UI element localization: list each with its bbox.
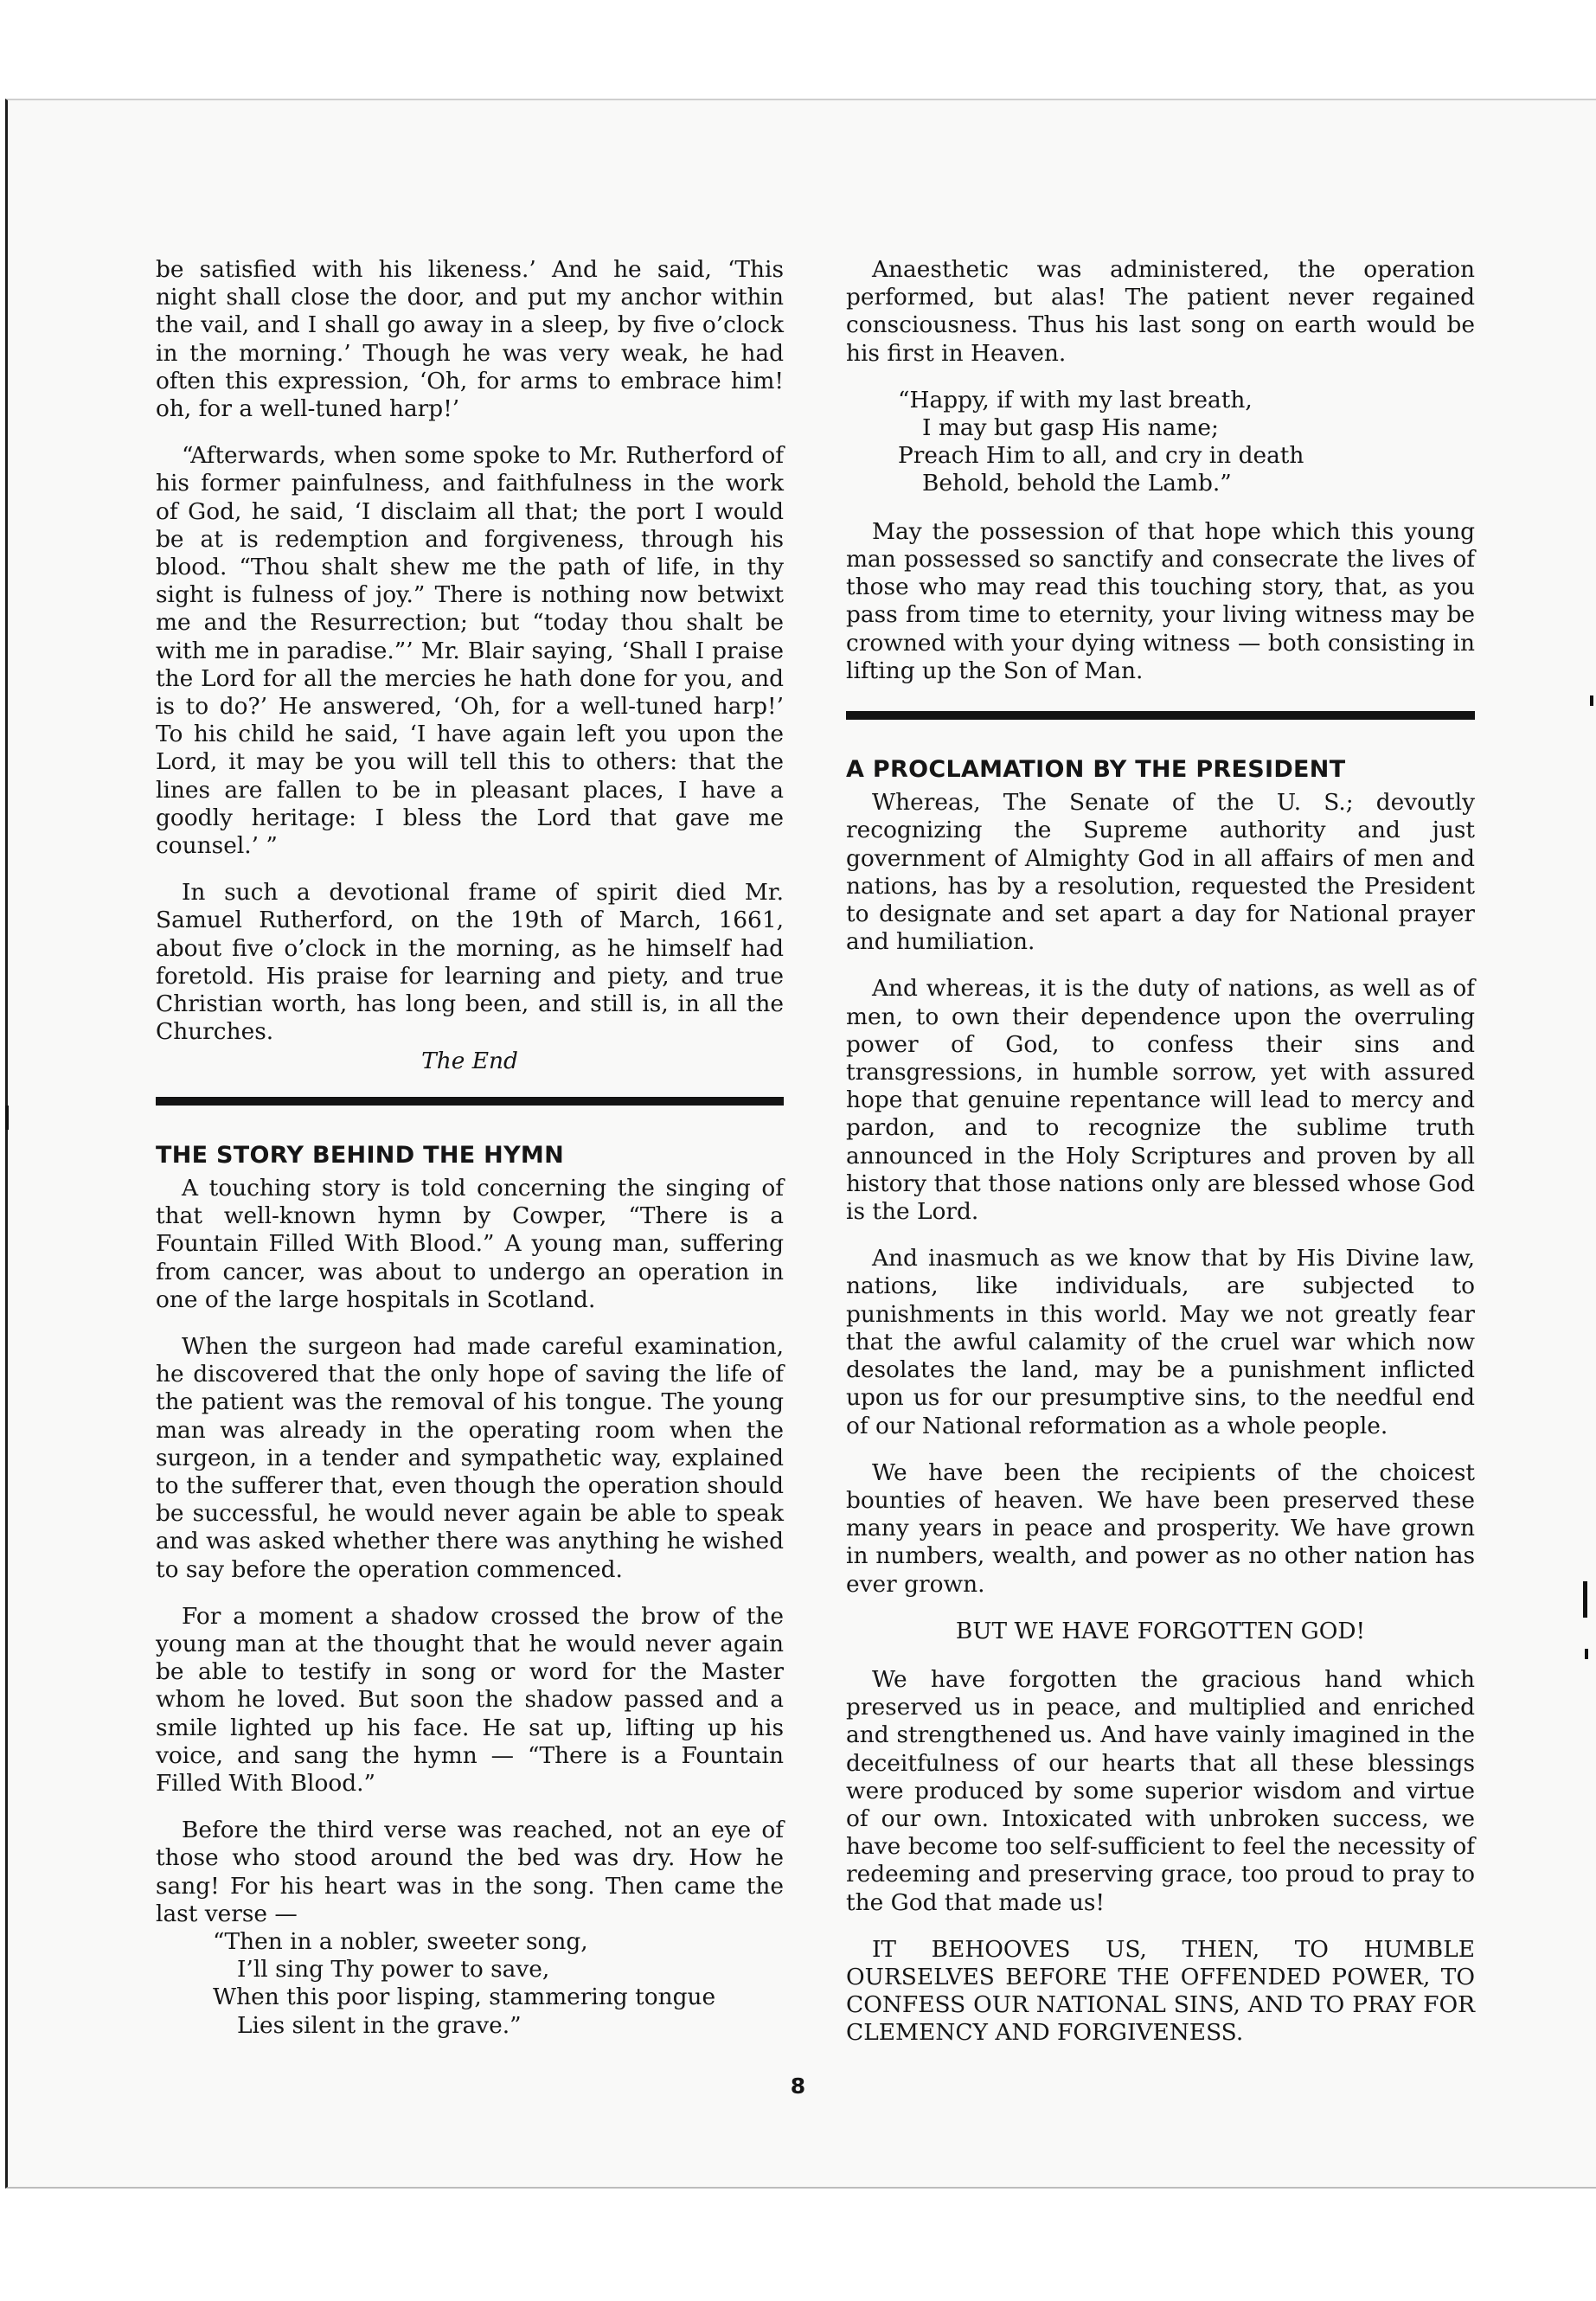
- proclamation-paragraph-1: Whereas, The Senate of the U. S.; devoutly recognizing the Supreme authority and just government of Almighty God in all affairs of men and nations, has by a resolution, requested the President to designate and set apart a day for National prayer and humiliation.: [846, 789, 1475, 956]
- verse-line: I may but gasp His name;: [922, 413, 1219, 441]
- binding-mark: [1585, 1649, 1588, 1659]
- binding-mark: [1583, 1581, 1587, 1618]
- page-number: 8: [790, 2073, 806, 2099]
- section-divider: [156, 1097, 784, 1106]
- right-column: [846, 256, 1475, 2067]
- binding-mark: [1590, 695, 1593, 706]
- verse-line: Lies silent in the grave.”: [237, 2011, 522, 2039]
- verse-line: Behold, behold the Lamb.”: [922, 469, 1232, 497]
- hymn-paragraph-2: When the surgeon had made careful examination, he discovered that the only hope of saving the life of the patient was the removal of his tongue. The young man was already in the operating room when the surgeon, in a tender and sympathetic way, explained to the sufferer that, even though the operation should be successful, he would never again be able to speak and was asked whether there was anything he wished to say before the operation commenced.: [156, 1332, 784, 1583]
- left-column: [156, 256, 784, 2040]
- rutherford-paragraph-2: “Afterwards, when some spoke to Mr. Rutherford of his former painfulness, and faithfulness in the work of God, he said, ‘I disclaim all that; the port I would be at is redemption and forgiveness, through his blood. “Thou shalt shew me the path of life, in thy sight is fulness of joy.” There is nothing now betwixt me and the Resurrection; but “today thou shalt be with me in paradise.”’ Mr. Blair saying, ‘Shall I praise the Lord for all the mercies he hath done for you, and is to do?’ He answered, ‘Oh, for a well-tuned harp!’ To his child he said, ‘I have again left you upon the Lord, it may be you will tell this to others: that the lines are fallen to be in pleasant places, I have a goodly heritage: I bless the Lord that gave me counsel.’ ”: [156, 442, 784, 860]
- verse-line: “Happy, if with my last breath,: [898, 386, 1253, 413]
- rutherford-paragraph-3: In such a devotional frame of spirit died Mr. Samuel Rutherford, on the 19th of March, 1661, about five o’clock in the morning, as he himself had foretold. His praise for learning and piety, and true Christian worth, has long been, and still is, in all the Churches.: [156, 879, 784, 1046]
- verse-line: I’ll sing Thy power to save,: [237, 1956, 550, 1984]
- proclamation-paragraph-2: And whereas, it is the duty of nations, as well as of men, to own their dependence upon the overruling power of God, to confess their sins and transgressions, in humble sorrow, yet with assured hope that genuine repentance will lead to mercy and pardon, and to recognize the sublime truth announced in the Holy Scriptures and proven by all history that those nations only are blessed whose God is the Lord.: [846, 975, 1475, 1226]
- hymn-verse: [213, 1928, 784, 2040]
- rutherford-paragraph-1: be satisfied with his likeness.’ And he said, ‘This night shall close the door, and put my anchor within the vail, and I shall go away in a sleep, by five o’clock in the morning.’ Though he was very weak, he had often this expression, ‘Oh, for arms to embrace him! oh, for a well-tuned harp!’: [156, 256, 784, 423]
- proclamation-paragraph-5: We have forgotten the gracious hand which preserved us in peace, and multiplied and enriched and strengthened us. And have vainly imagined in the deceitfulness of our hearts that all these blessings were produced by some superior wisdom and virtue of our own. Intoxicated with unbroken success, we have become too self-sufficient to feel the necessity of redeeming and preserving grace, too proud to pray to the God that made us!: [846, 1665, 1475, 1916]
- binding-mark: [5, 1106, 9, 1130]
- verse-line: When this poor lisping, stammering tongue: [213, 1984, 716, 2011]
- forgotten-god-line: BUT WE HAVE FORGOTTEN GOD!: [955, 1617, 1366, 1644]
- verse-line: Preach Him to all, and cry in death: [898, 441, 1304, 469]
- hymn-conclusion-paragraph: Anaesthetic was administered, the operation performed, but alas! The patient never regained consciousness. Thus his last song on earth would be his first in Heaven.: [846, 256, 1475, 367]
- verse-line: “Then in a nobler, sweeter song,: [213, 1927, 588, 1955]
- the-end-label: The End: [421, 1048, 518, 1075]
- hymn-paragraph-3: For a moment a shadow crossed the brow of the young man at the thought that he would never again be able to testify in song or word for the Master whom he loved. But soon the shadow passed and a smile lighted up his face. He sat up, lifting up his voice, and sang the hymn — “There is a Fountain Filled With Blood.”: [156, 1602, 784, 1797]
- proclamation-heading: A PROCLAMATION BY THE PRESIDENT: [846, 756, 1346, 784]
- proclamation-paragraph-4: We have been the recipients of the choicest bounties of heaven. We have been preserved these many years in peace and prosperity. We have grown in numbers, wealth, and power as no other nation has ever grown.: [846, 1458, 1475, 1598]
- hymn-heading: THE STORY BEHIND THE HYMN: [156, 1141, 564, 1169]
- proclamation-paragraph-3: And inasmuch as we know that by His Divine law, nations, like individuals, are subjected to punishments in this world. May we not greatly fear that the awful calamity of the cruel war which now desolates the land, may be a punishment inflicted upon us for our presumptive sins, to the needful end of our National reformation as a whole people.: [846, 1245, 1475, 1439]
- hope-paragraph: May the possession of that hope which this young man possessed so sanctify and consecrate the lives of those who may read this touching story, that, as you pass from time to eternity, your living witness may be crowned with your dying witness — both consisting in lifting up the Son of Man.: [846, 517, 1475, 684]
- proclamation-closing: IT BEHOOVES US, THEN, TO HUMBLE OURSELVES BEFORE THE OFFENDED POWER, TO CONFESS OUR NATIONAL SINS, AND TO PRAY FOR CLEMENCY AND FORGIVENESS.: [846, 1935, 1475, 2047]
- section-divider: [846, 711, 1475, 720]
- hymn-paragraph-4: Before the third verse was reached, not an eye of those who stood around the bed was dry. How he sang! For his heart was in the song. Then came the last verse —: [156, 1817, 784, 1927]
- hymn-paragraph-1: A touching story is told concerning the singing of that well-known hymn by Cowper, “There is a Fountain Filled With Blood.” A young man, suffering from cancer, was about to undergo an operation in one of the large hospitals in Scotland.: [156, 1174, 784, 1313]
- closing-verse: [898, 387, 1475, 497]
